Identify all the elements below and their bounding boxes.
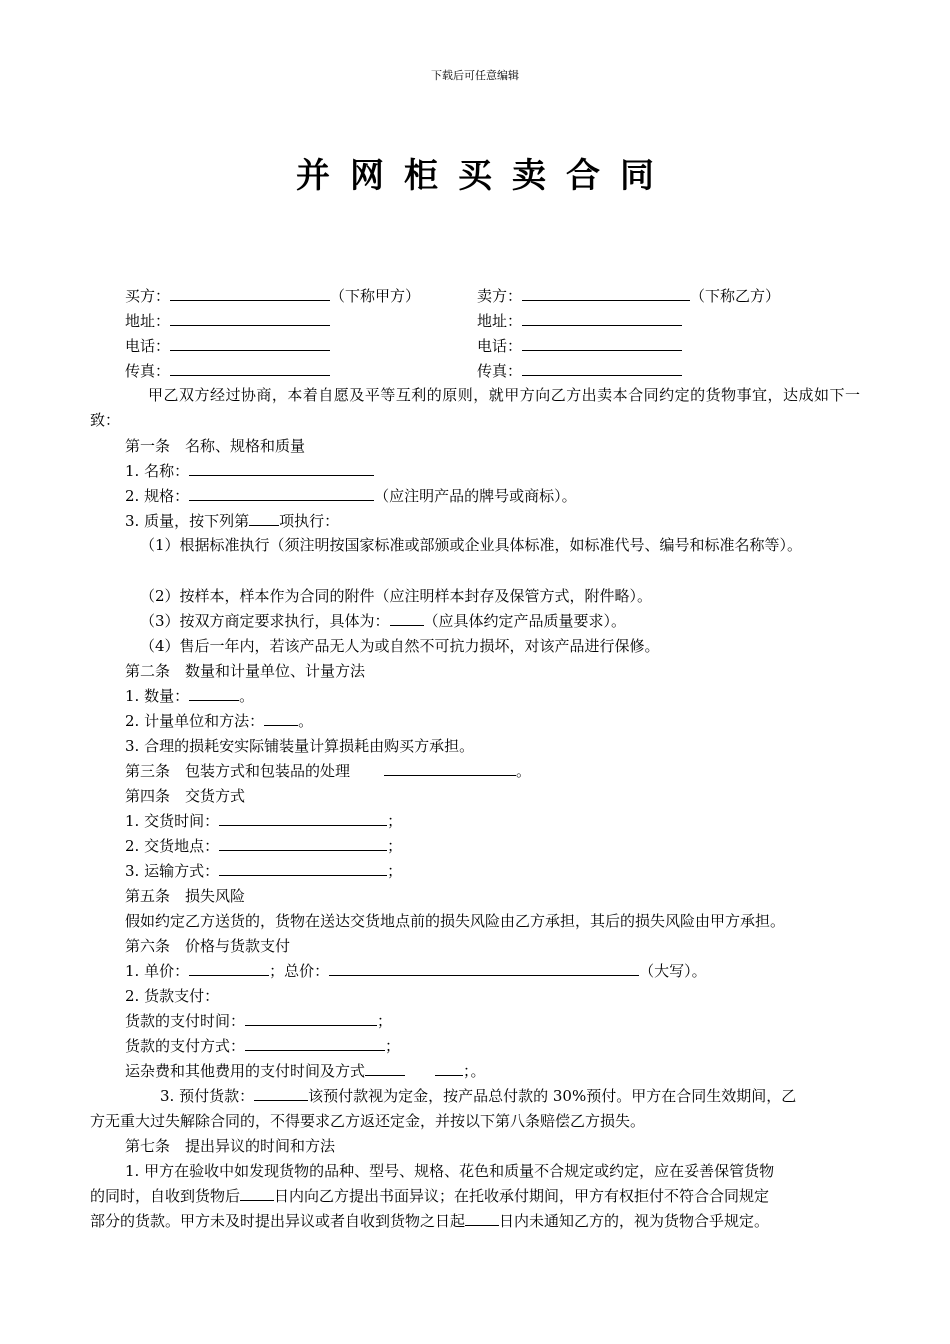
art7-line-1: 1. 甲方在验收中如发现货物的品种、型号、规格、花色和质量不合规定或约定，应在妥善保管货物 <box>125 1162 775 1180</box>
art1-name-row <box>125 461 374 481</box>
art6-pay-time-row <box>125 1011 392 1031</box>
art7-line-3 <box>90 1211 769 1231</box>
seller-fax-row <box>477 361 682 381</box>
article-1-heading: 第一条 名称、规格和质量 <box>125 437 306 455</box>
art1-option-4: （4）售后一年内，若该产品无人为或自然不可抗力损坏，对该产品进行保修。 <box>140 637 660 655</box>
seller-address-blank[interactable] <box>522 311 682 326</box>
article-4-heading: 第四条 交货方式 <box>125 787 246 805</box>
article-2-heading: 第二条 数量和计量单位、计量方法 <box>125 662 366 680</box>
buyer-suffix: （下称甲方） <box>330 287 421 305</box>
art6-capital: （大写）。 <box>639 962 707 980</box>
buyer-phone-blank[interactable] <box>170 336 330 351</box>
art1-option-2: （2）按样本，样本作为合同的附件（应注明样本封存及保管方式，附件略）。 <box>140 587 653 605</box>
art7-line-3-a: 部分的货款。甲方未及时提出异议或者自收到货物之日起 <box>90 1212 466 1230</box>
art4-transport-blank[interactable] <box>219 861 387 876</box>
art2-loss: 3. 合理的损耗安实际铺装量计算损耗由购买方承担。 <box>125 737 475 755</box>
art1-spec-blank[interactable] <box>189 486 374 501</box>
seller-phone-label: 电话： <box>477 337 523 355</box>
buyer-phone-label: 电话： <box>125 337 171 355</box>
buyer-blank[interactable] <box>170 286 330 301</box>
art6-prepay-text: 该预付款视为定金，按产品总付款的 30%预付。甲方在合同生效期间，乙 <box>308 1087 797 1105</box>
seller-row <box>477 286 780 306</box>
art1-name-blank[interactable] <box>189 461 374 476</box>
art4-place-blank[interactable] <box>219 836 387 851</box>
art7-days-blank-2[interactable] <box>465 1211 499 1226</box>
art6-price-label: 1. 单价： <box>125 962 190 980</box>
art4-time-semi: ； <box>387 812 403 830</box>
art1-spec-note: （应注明产品的牌号或商标）。 <box>374 487 577 505</box>
art6-prepay-row <box>160 1086 796 1106</box>
art3-period: 。 <box>516 762 532 780</box>
art5-text: 假如约定乙方送货的，货物在送达交货地点前的损失风险由乙方承担，其后的损失风险由甲方承担。 <box>125 912 786 930</box>
art3-row <box>125 761 531 781</box>
seller-fax-label: 传真： <box>477 362 523 380</box>
art6-freight-blank-1[interactable] <box>365 1061 405 1076</box>
art7-days-blank-1[interactable] <box>240 1186 274 1201</box>
art6-freight-blank-2[interactable] <box>435 1061 463 1076</box>
art6-price-blank[interactable] <box>189 961 269 976</box>
art1-quality-label: 3. 质量，按下列第 <box>125 512 250 530</box>
art1-spec-label: 2. 规格： <box>125 487 190 505</box>
seller-phone-row <box>477 336 682 356</box>
art6-freight-label: 运杂费和其他费用的支付时间及方式 <box>125 1062 366 1080</box>
seller-label: 卖方： <box>477 287 523 305</box>
art6-pay-time-label: 货款的支付时间： <box>125 1012 246 1030</box>
art4-place-label: 2. 交货地点： <box>125 837 220 855</box>
seller-fax-blank[interactable] <box>522 361 682 376</box>
art6-pay-time-blank[interactable] <box>245 1011 377 1026</box>
art4-place-row <box>125 836 402 856</box>
art2-qty-period: 。 <box>239 687 255 705</box>
art2-qty-blank[interactable] <box>189 686 239 701</box>
buyer-fax-row <box>125 361 330 381</box>
art6-pay-method-label: 货款的支付方式： <box>125 1037 246 1055</box>
seller-address-row <box>477 311 682 331</box>
art1-option-3-blank[interactable] <box>390 611 424 626</box>
art1-quality-blank[interactable] <box>249 511 279 526</box>
art4-transport-semi: ； <box>387 862 403 880</box>
art7-line-3-b: 日内未通知乙方的，视为货物合乎规定。 <box>499 1212 770 1230</box>
art6-total-blank[interactable] <box>329 961 639 976</box>
art6-prepay-continued: 方无重大过失解除合同的，不得要求乙方返还定金，并按以下第八条赔偿乙方损失。 <box>90 1112 646 1130</box>
buyer-address-blank[interactable] <box>170 311 330 326</box>
buyer-label: 买方： <box>125 287 171 305</box>
art3-packing-blank[interactable] <box>384 761 516 776</box>
article-3-heading: 第三条 包装方式和包装品的处理 <box>125 762 351 780</box>
art1-option-3-row <box>140 611 626 631</box>
art4-time-row <box>125 811 402 831</box>
art4-transport-label: 3. 运输方式： <box>125 862 220 880</box>
buyer-fax-blank[interactable] <box>170 361 330 376</box>
art1-spec-row <box>125 486 577 506</box>
art1-option-3-label: （3）按双方商定要求执行，具体为： <box>140 612 390 630</box>
page-title: 并网柜买卖合同 <box>296 156 674 196</box>
buyer-phone-row <box>125 336 330 356</box>
seller-address-label: 地址： <box>477 312 523 330</box>
buyer-row <box>125 286 420 306</box>
art6-pay-time-semi: ； <box>377 1012 393 1030</box>
art6-pay-method-blank[interactable] <box>245 1036 385 1051</box>
art7-line-2-a: 的同时，自收到货物后 <box>90 1187 241 1205</box>
buyer-address-row <box>125 311 330 331</box>
art6-freight-row <box>125 1061 486 1081</box>
art1-name-label: 1. 名称： <box>125 462 190 480</box>
art1-option-1: （1）根据标准执行（须注明按国家标准或部颁或企业具体标准，如标准代号、编号和标准名称等）。 <box>140 536 803 554</box>
art2-qty-label: 1. 数量： <box>125 687 190 705</box>
seller-phone-blank[interactable] <box>522 336 682 351</box>
art6-prepay-label: 3. 预付货款： <box>160 1087 255 1105</box>
article-7-heading: 第七条 提出异议的时间和方法 <box>125 1137 336 1155</box>
article-6-heading: 第六条 价格与货款支付 <box>125 937 291 955</box>
art6-pay-method-row <box>125 1036 400 1056</box>
art2-unit-row <box>125 711 313 731</box>
seller-blank[interactable] <box>522 286 690 301</box>
art6-total-label: ；总价： <box>269 962 330 980</box>
art7-line-2 <box>90 1186 769 1206</box>
buyer-fax-label: 传真： <box>125 362 171 380</box>
art2-unit-period: 。 <box>298 712 314 730</box>
seller-suffix: （下称乙方） <box>690 287 781 305</box>
art2-unit-label: 2. 计量单位和方法： <box>125 712 265 730</box>
art7-line-2-b: 日内向乙方提出书面异议；在托收承付期间，甲方有权拒付不符合合同规定 <box>274 1187 770 1205</box>
art4-time-blank[interactable] <box>219 811 387 826</box>
buyer-address-label: 地址： <box>125 312 171 330</box>
art1-option-3-suffix: （应具体约定产品质量要求）。 <box>423 612 627 630</box>
art4-time-label: 1. 交货时间： <box>125 812 220 830</box>
art2-unit-blank[interactable] <box>264 711 298 726</box>
art6-prepay-blank[interactable] <box>254 1086 308 1101</box>
art1-quality-row <box>125 511 339 531</box>
art6-price-row <box>125 961 707 981</box>
intro-paragraph: 甲乙双方经过协商，本着自愿及平等互利的原则，就甲方向乙方出卖本合同约定的货物事宜，达成如下一致： <box>90 386 860 429</box>
art6-pay-method-semi: ； <box>385 1037 401 1055</box>
art1-quality-suffix: 项执行： <box>279 512 340 530</box>
art6-payment: 2. 货款支付： <box>125 987 220 1005</box>
art2-qty-row <box>125 686 254 706</box>
art6-freight-end: ；。 <box>463 1062 486 1080</box>
art4-place-semi: ； <box>387 837 403 855</box>
art4-transport-row <box>125 861 402 881</box>
header-note: 下载后可任意编辑 <box>431 69 519 82</box>
article-5-heading: 第五条 损失风险 <box>125 887 246 905</box>
